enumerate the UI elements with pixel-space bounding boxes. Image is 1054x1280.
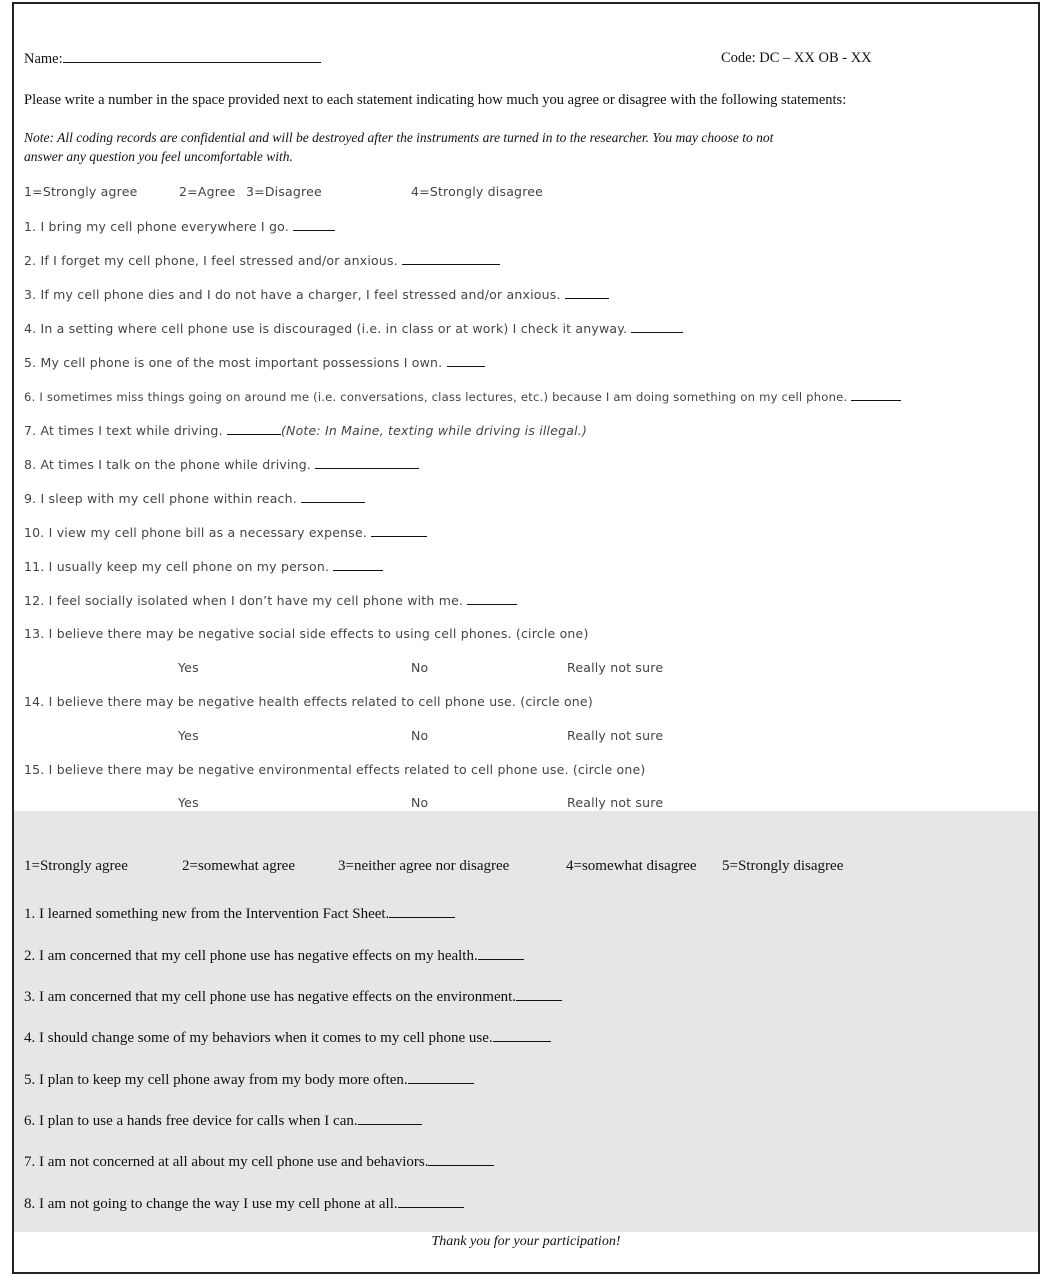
answer-blank[interactable] [565, 286, 609, 299]
question-text: 7. At times I text while driving. [24, 423, 223, 438]
q13-option-no[interactable]: No [411, 660, 429, 675]
question-text: 4. In a setting where cell phone use is discouraged (i.e. in class or at work) I check it anyway. [24, 321, 628, 336]
part1-q6 [24, 388, 901, 404]
q15-option-yes[interactable]: Yes [178, 795, 199, 810]
part2-q7 [24, 1153, 494, 1171]
scale2-neither: 3=neither agree nor disagree [338, 858, 510, 874]
scale2-somewhat-agree: 2=somewhat agree [182, 858, 295, 874]
scale1-strongly-agree: 1=Strongly agree [24, 184, 138, 199]
answer-blank[interactable] [301, 490, 365, 503]
answer-blank[interactable] [447, 354, 485, 367]
part1-q8 [24, 456, 419, 472]
scale1-agree: 2=Agree [179, 184, 236, 199]
answer-blank[interactable] [516, 988, 562, 1001]
question-text: 1. I learned something new from the Intervention Fact Sheet. [24, 906, 390, 922]
answer-blank[interactable] [389, 905, 455, 918]
question-text: 3. I am concerned that my cell phone use has negative effects on the environment. [24, 989, 517, 1005]
part2-q1 [24, 905, 455, 923]
part2-q3 [24, 988, 562, 1006]
part1-q5 [24, 354, 485, 370]
answer-blank[interactable] [408, 1071, 474, 1084]
q15-option-unsure[interactable]: Really not sure [567, 795, 664, 810]
part1-q4 [24, 320, 683, 336]
question-text: 5. I plan to keep my cell phone away from my body more often. [24, 1072, 408, 1088]
part2-q2 [24, 947, 524, 965]
answer-blank[interactable] [358, 1112, 422, 1125]
code-label: Code: DC – XX OB - XX [721, 50, 872, 66]
q14-option-no[interactable]: No [411, 728, 429, 743]
answer-blank[interactable] [478, 947, 524, 960]
question-text: 3. If my cell phone dies and I do not have a charger, I feel stressed and/or anxious. [24, 287, 561, 302]
part1-q13: 13. I believe there may be negative social side effects to using cell phones. (circle one) [24, 626, 589, 641]
part1-q2 [24, 252, 500, 268]
part1-q9 [24, 490, 365, 506]
question-text: 2. If I forget my cell phone, I feel stressed and/or anxious. [24, 253, 398, 268]
note-line-2: answer any question you feel uncomfortable with. [24, 149, 293, 164]
scale2-somewhat-disagree: 4=somewhat disagree [566, 858, 697, 874]
answer-blank[interactable] [631, 320, 683, 333]
part2-q4 [24, 1029, 551, 1047]
name-label: Name: [24, 51, 63, 67]
part1-q10 [24, 524, 427, 540]
q14-option-unsure[interactable]: Really not sure [567, 728, 664, 743]
answer-blank[interactable] [293, 218, 335, 231]
texting-law-note: (Note: In Maine, texting while driving is illegal.) [280, 423, 588, 438]
note-line-1: Note: All coding records are confidential and will be destroyed after the instruments are turned in to the researcher. You may choose to not [24, 130, 774, 145]
answer-blank[interactable] [227, 422, 281, 435]
question-text: 6. I sometimes miss things going on around me (i.e. conversations, class lectures, etc.) because I am doing something on my cell phone. [24, 390, 848, 404]
question-text: 5. My cell phone is one of the most important possessions I own. [24, 355, 443, 370]
part1-q7 [24, 422, 587, 438]
question-text: 9. I sleep with my cell phone within reach. [24, 491, 297, 506]
answer-blank[interactable] [428, 1153, 494, 1166]
thank-you-footer: Thank you for your participation! [431, 1234, 621, 1249]
q14-option-yes[interactable]: Yes [178, 728, 199, 743]
answer-blank[interactable] [402, 252, 500, 265]
q13-option-yes[interactable]: Yes [178, 660, 199, 675]
survey-page [12, 2, 1040, 1274]
scale2-strongly-disagree: 5=Strongly disagree [722, 858, 844, 874]
q15-option-no[interactable]: No [411, 795, 429, 810]
part1-q11 [24, 558, 383, 574]
scale1-strongly-disagree: 4=Strongly disagree [411, 184, 544, 199]
question-text: 8. At times I talk on the phone while driving. [24, 457, 312, 472]
part2-q5 [24, 1071, 474, 1089]
question-text: 6. I plan to use a hands free device for calls when I can. [24, 1113, 358, 1129]
question-text: 11. I usually keep my cell phone on my person. [24, 559, 330, 574]
part1-q3 [24, 286, 609, 302]
answer-blank[interactable] [851, 388, 901, 401]
answer-blank[interactable] [315, 456, 419, 469]
name-blank[interactable] [63, 50, 321, 63]
question-text: 4. I should change some of my behaviors when it comes to my cell phone use. [24, 1030, 493, 1046]
answer-blank[interactable] [467, 592, 517, 605]
question-text: 2. I am concerned that my cell phone use has negative effects on my health. [24, 948, 478, 964]
question-text: 7. I am not concerned at all about my cell phone use and behaviors. [24, 1154, 429, 1170]
part2-q8 [24, 1195, 464, 1213]
scale1-disagree: 3=Disagree [246, 184, 322, 199]
answer-blank[interactable] [398, 1195, 464, 1208]
answer-blank[interactable] [493, 1029, 551, 1042]
post-intervention-section [14, 811, 1038, 1232]
scale2-strongly-agree: 1=Strongly agree [24, 858, 128, 874]
answer-blank[interactable] [371, 524, 427, 537]
part1-q12 [24, 592, 517, 608]
part2-q6 [24, 1112, 422, 1130]
answer-blank[interactable] [333, 558, 383, 571]
part1-q14: 14. I believe there may be negative health effects related to cell phone use. (circle one) [24, 694, 593, 709]
name-field [24, 50, 321, 68]
question-text: 10. I view my cell phone bill as a necessary expense. [24, 525, 368, 540]
part1-q15: 15. I believe there may be negative environmental effects related to cell phone use. (circle one) [24, 762, 646, 777]
question-text: 8. I am not going to change the way I use my cell phone at all. [24, 1196, 398, 1212]
part1-q1 [24, 218, 335, 234]
question-text: 12. I feel socially isolated when I don’t have my cell phone with me. [24, 593, 464, 608]
q13-option-unsure[interactable]: Really not sure [567, 660, 664, 675]
instructions: Please write a number in the space provided next to each statement indicating how much you agree or disagree with the following statements: [24, 92, 847, 108]
question-text: 1. I bring my cell phone everywhere I go. [24, 219, 289, 234]
